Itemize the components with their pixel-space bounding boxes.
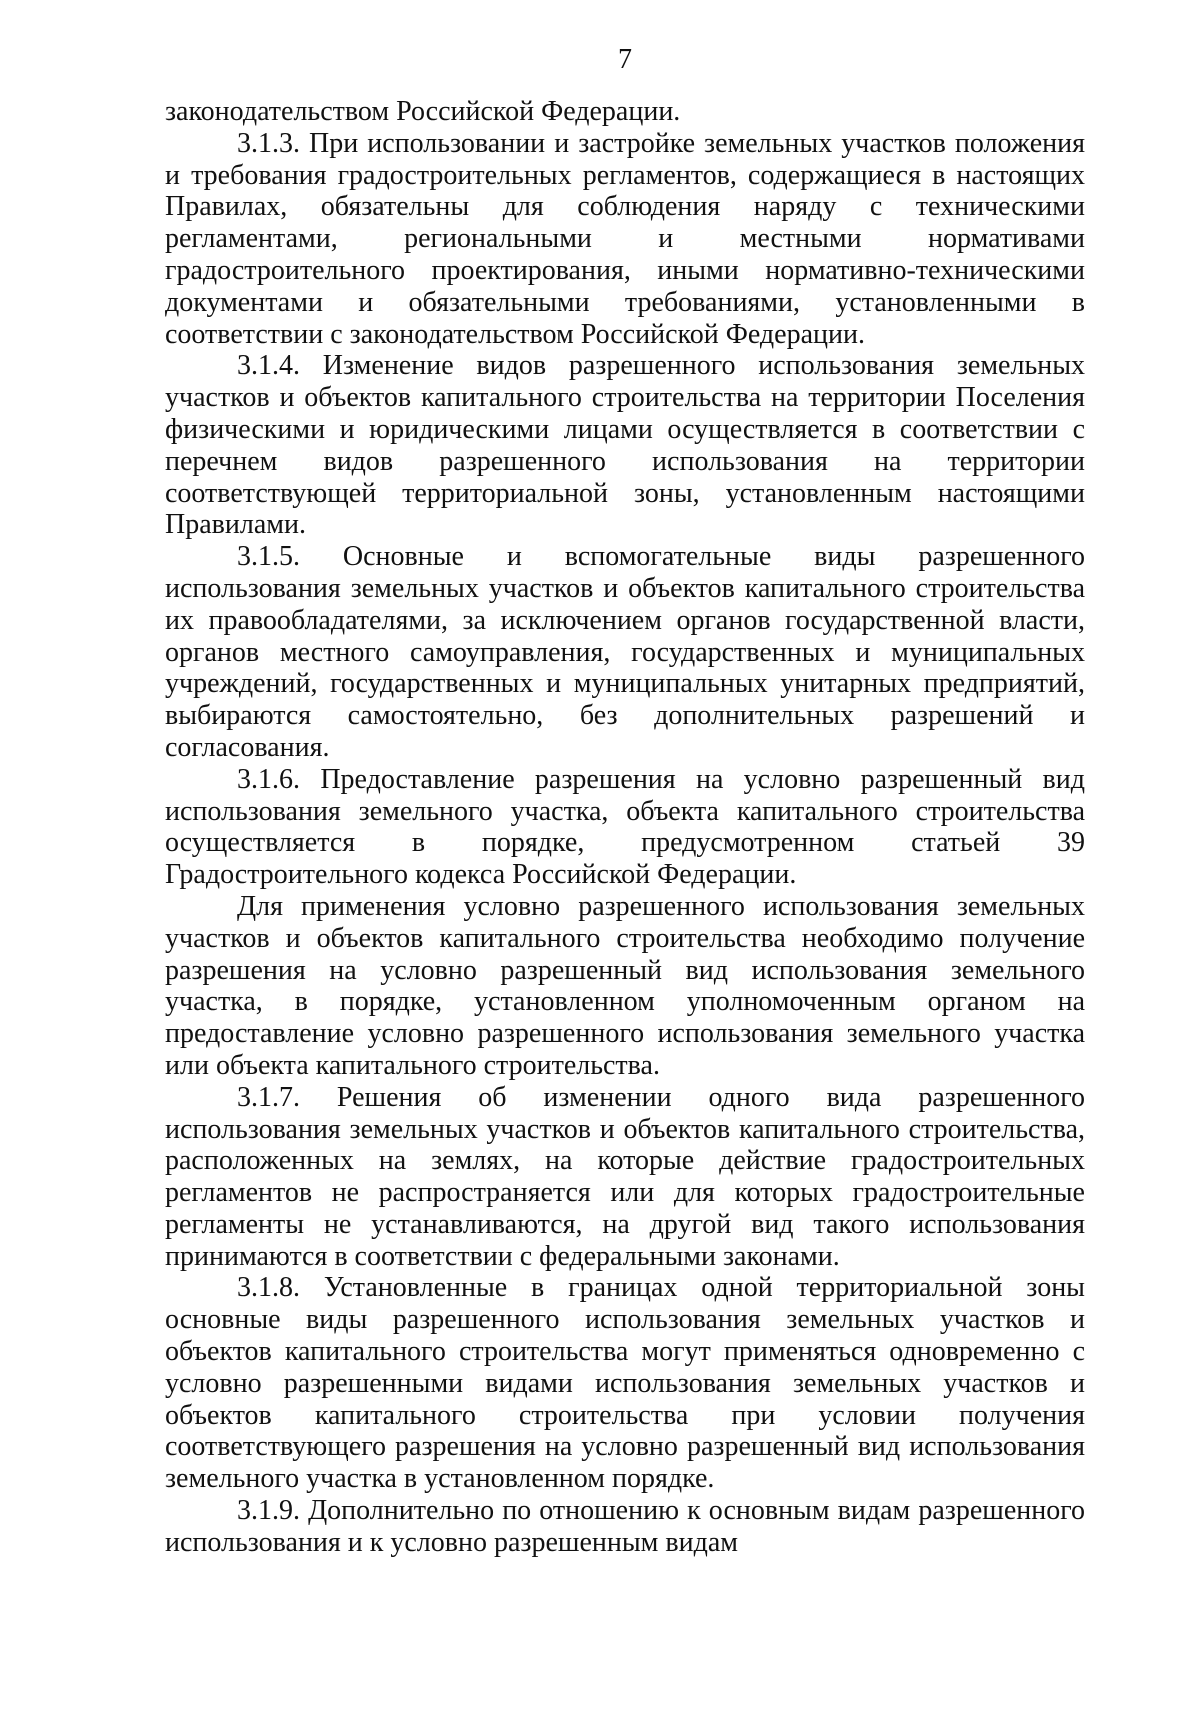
clause-text: Предоставление разрешения на условно разрешенный вид использования земельного участка, объекта капитального строительства осуществляется в порядке, предусмотренном статьей 39 Градостроительного кодекса Российской Федерации. <box>165 763 1086 891</box>
clause-3-1-7 <box>165 1082 1085 1273</box>
clause-text: Установленные в границах одной территориальной зоны основные виды разрешенного использования земельных участков и объектов капитального строительства могут применяться одновременно с условно разрешенными видами использования земельных участков и объектов капитального строительства при условии получения соответствующего разрешения на условно разрешенный вид использования земельного участка в установленном порядке. <box>165 1272 1085 1495</box>
clause-number: 3.1.7. <box>237 1081 300 1113</box>
clause-number: 3.1.3. <box>237 127 300 159</box>
paragraph-text: Для применения условно разрешенного использования земельных участков и объектов капитального строительства необходимо получение разрешения на условно разрешенный вид использования земельного участка, в порядке, установленном уполномоченным органом на предоставление условно разрешенного использования земельного участка или объекта капитального строительства. <box>165 890 1085 1081</box>
clause-3-1-3 <box>165 128 1085 351</box>
paragraph-text: законодательством Российской Федерации. <box>165 96 681 127</box>
clause-text: Решения об изменении одного вида разрешенного использования земельных участков и объектов капитального строительства, расположенных на землях, на которые действие градостроительных регламентов не распространяется или для которых градостроительные регламенты не устанавливаются, на другой вид такого использования принимаются в соответствии с федеральными законами. <box>165 1081 1086 1272</box>
clause-text: При использовании и застройке земельных участков положения и требования градостроительных регламентов, содержащиеся в настоящих Правилах, обязательны для соблюдения наряду с техническими регламентами, региональными и местными нормативами градостроительного проектирования, иными нормативно-техническими документами и обязательными требованиями, установленными в соответствии с законодательством Российской Федерации. <box>165 127 1085 350</box>
clause-number: 3.1.8. <box>237 1272 300 1304</box>
clause-number: 3.1.9. <box>237 1495 300 1527</box>
clause-number: 3.1.4. <box>237 350 300 382</box>
clause-text: Основные и вспомогательные виды разрешенного использования земельных участков и объектов капитального строительства их правообладателями, за исключением органов государственной власти, органов местного самоуправления, государственных и муниципальных учреждений, государственных и муниципальных унитарных предприятий, выбираются самостоятельно, без дополнительных разрешений и согласования. <box>165 541 1085 763</box>
paragraph-conditional-use <box>165 891 1085 1082</box>
document-body <box>165 96 1085 1559</box>
clause-3-1-6 <box>165 764 1085 891</box>
page-number: 7 <box>618 44 632 75</box>
clause-text: Изменение видов разрешенного использования земельных участков и объектов капитального строительства на территории Поселения физическими и юридическими лицами осуществляется в соответствии с перечнем видов разрешенного использования на территории соответствующей территориальной зоны, установленным настоящими Правилами. <box>165 350 1086 541</box>
clause-3-1-5 <box>165 541 1085 764</box>
paragraph-continuation <box>165 96 1085 128</box>
clause-3-1-4 <box>165 350 1085 541</box>
clause-number: 3.1.6. <box>237 763 300 795</box>
clause-3-1-9 <box>165 1495 1085 1559</box>
clause-text: Дополнительно по отношению к основным видам разрешенного использования и к условно разрешенным видам <box>165 1495 1085 1558</box>
clause-3-1-8 <box>165 1272 1085 1495</box>
clause-number: 3.1.5. <box>237 541 300 573</box>
